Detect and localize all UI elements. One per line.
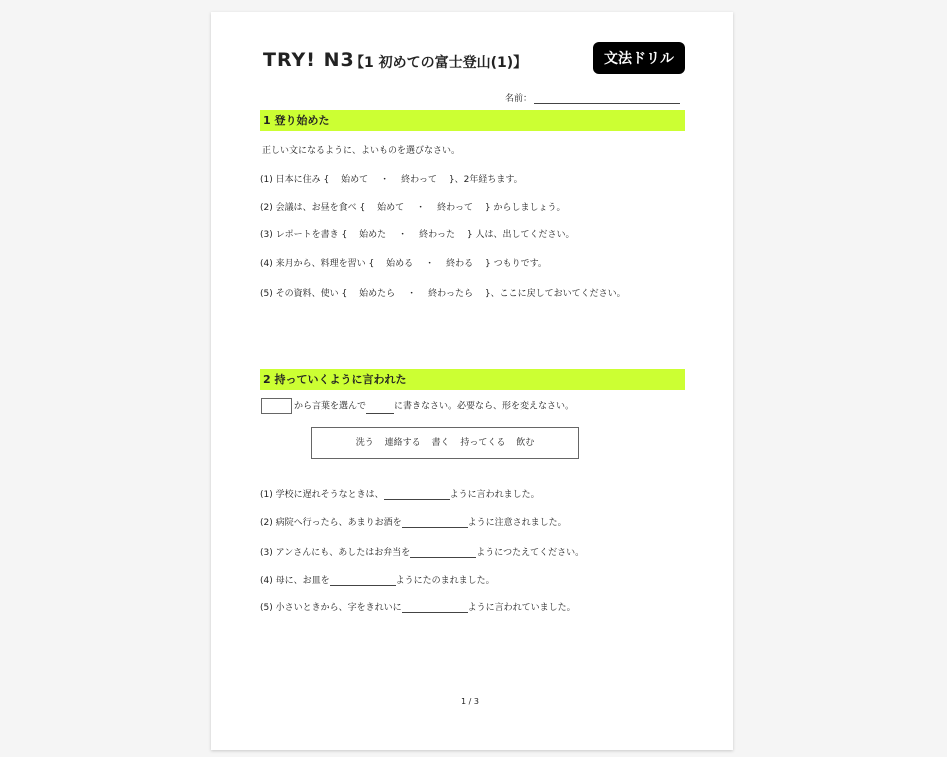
choice-a[interactable]: 始めて (377, 203, 405, 213)
choice-b[interactable]: 終わって (437, 203, 474, 213)
name-label: 名前： (505, 94, 533, 104)
answer-blank[interactable] (384, 490, 450, 500)
s2-question-1: (1) 学校に遅れそうなときは、 ように言われました。 (260, 490, 540, 500)
word: 書く (431, 438, 450, 448)
name-field (505, 91, 680, 104)
section-1-heading: 1 登り始めた (260, 110, 685, 131)
choice-b[interactable]: 終わって (401, 175, 438, 185)
section-2-instruction: から言葉を選んで に書きなさい。必要なら、形を変えなさい。 (261, 398, 574, 414)
s2-question-4: (4) 母に、お皿を ようにたのまれました。 (260, 576, 495, 586)
word: 飲む (516, 438, 535, 448)
choice-a[interactable]: 始めて (341, 175, 369, 185)
answer-blank[interactable] (402, 518, 468, 528)
page-title: 【1 初めての富士登山(1)】 (350, 55, 528, 71)
page-number: 1 / 3 (461, 697, 479, 706)
s2-question-2: (2) 病院へ行ったら、あまりお酒を ように注意されました。 (260, 518, 567, 528)
s1-question-5: (5) その資料、使い { 始めたら ・ 終わったら }、ここに戻しておいてください。 (260, 286, 626, 299)
blank-symbol (366, 404, 394, 414)
choice-a[interactable]: 始めたら (359, 289, 396, 299)
word: 持ってくる (460, 438, 506, 448)
answer-blank[interactable] (410, 548, 476, 558)
choice-b[interactable]: 終わった (419, 230, 456, 240)
word: 連絡する (384, 438, 421, 448)
answer-blank[interactable] (330, 576, 396, 586)
name-blank (534, 95, 680, 104)
choice-b[interactable]: 終わったら (428, 289, 474, 299)
choice-b[interactable]: 終わる (446, 259, 474, 269)
document-page (211, 12, 733, 750)
s1-question-4: (4) 来月から、料理を習い { 始める ・ 終わる } つもりです。 (260, 256, 547, 269)
logo: TRY! N3 (263, 49, 355, 71)
word: 洗う (355, 438, 374, 448)
answer-blank[interactable] (402, 603, 468, 613)
s1-question-2: (2) 会議は、お昼を食べ { 始めて ・ 終わって } からしましょう。 (260, 200, 566, 213)
s1-question-1: (1) 日本に住み { 始めて ・ 終わって }、2年経ちます。 (260, 172, 523, 185)
choice-a[interactable]: 始めた (359, 230, 387, 240)
section-2-heading: 2 持っていくように言われた (260, 369, 685, 390)
s2-question-3: (3) アンさんにも、あしたはお弁当を ようにつたえてください。 (260, 548, 585, 558)
word-box-symbol (261, 398, 292, 414)
word-bank (311, 427, 579, 459)
section-1-instruction: 正しい文になるように、よいものを選びなさい。 (262, 146, 461, 156)
page-header (263, 46, 685, 80)
drill-badge: 文法ドリル (593, 42, 685, 74)
s2-question-5: (5) 小さいときから、字をきれいに ように言われていました。 (260, 603, 576, 613)
choice-a[interactable]: 始める (386, 259, 414, 269)
s1-question-3: (3) レポートを書き { 始めた ・ 終わった } 人は、出してください。 (260, 227, 575, 240)
